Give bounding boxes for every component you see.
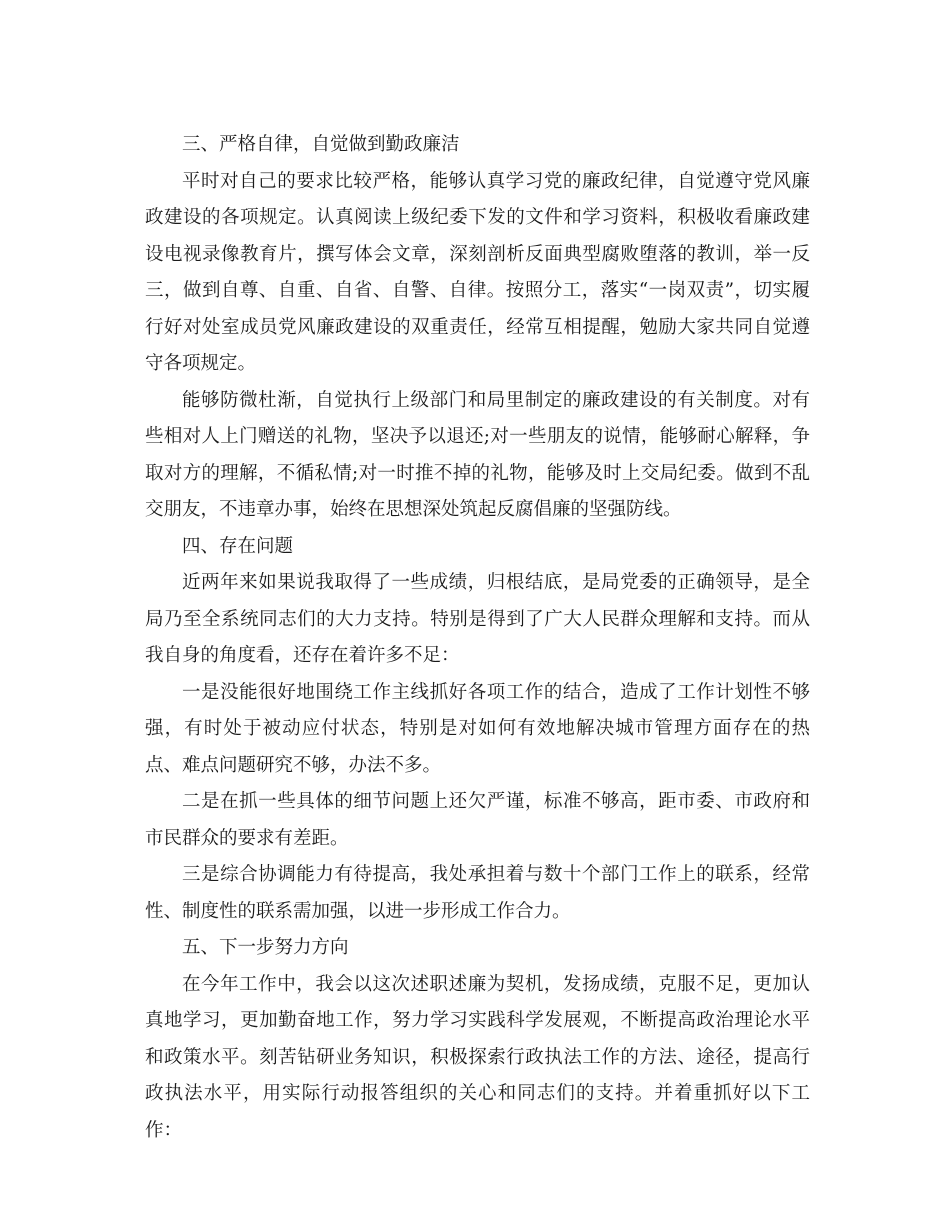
paragraph: 平时对自己的要求比较严格，能够认真学习党的廉政纪律，自觉遵守党风廉政建设的各项规定。认真阅读上级纪委下发的文件和学习资料，积极收看廉政建设电视录像教育片，撰写体会文章，深刻剖析反面典型腐败堕落的教训，举一反三，做到自尊、自重、自省、自警、自律。按照分工，落实“一岗双责”，切实履行好对处室成员党风廉政建设的双重责任，经常互相提醒，勉励大家共同自觉遵守各项规定。 [145, 170, 810, 374]
section-heading-5: 五、下一步努力方向 [182, 937, 349, 958]
paragraph: 一是没能很好地围绕工作主线抓好各项工作的结合，造成了工作计划性不够强，有时处于被动应付状态，特别是对如何有效地解决城市管理方面存在的热点、难点问题研究不够，办法不多。 [145, 681, 810, 776]
paragraph: 在今年工作中，我会以这次述职述廉为契机，发扬成绩，克服不足，更加认真地学习，更加勤奋地工作，努力学习实践科学发展观，不断提高政治理论水平和政策水平。刻苦钻研业务知识，积极探索行政执法工作的方法、途径，提高行政执法水平，用实际行动报答组织的关心和同志们的支持。并着重抓好以下工作： [145, 973, 810, 1141]
paragraph: 二是在抓一些具体的细节问题上还欠严谨，标准不够高，距市委、市政府和市民群众的要求有差距。 [145, 791, 810, 849]
paragraph: 近两年来如果说我取得了一些成绩，归根结底，是局党委的正确领导，是全局乃至全系统同志们的大力支持。特别是得到了广大人民群众理解和支持。而从我自身的角度看，还存在着许多不足： [145, 572, 810, 666]
section-heading-4: 四、存在问题 [182, 535, 294, 557]
document-body [145, 127, 810, 1149]
section-heading-3: 三、严格自律，自觉做到勤政廉洁 [182, 134, 460, 155]
paragraph: 三是综合协调能力有待提高，我处承担着与数十个部门工作上的联系，经常性、制度性的联系需加强，以进一步形成工作合力。 [145, 864, 810, 922]
paragraph: 能够防微杜渐，自觉执行上级部门和局里制定的廉政建设的有关制度。对有些相对人上门赠送的礼物，坚决予以退还;对一些朋友的说情，能够耐心解释，争取对方的理解，不循私情;对一时推不掉的礼物，能够及时上交局纪委。做到不乱交朋友，不违章办事，始终在思想深处筑起反腐倡廉的坚强防线。 [145, 389, 810, 520]
